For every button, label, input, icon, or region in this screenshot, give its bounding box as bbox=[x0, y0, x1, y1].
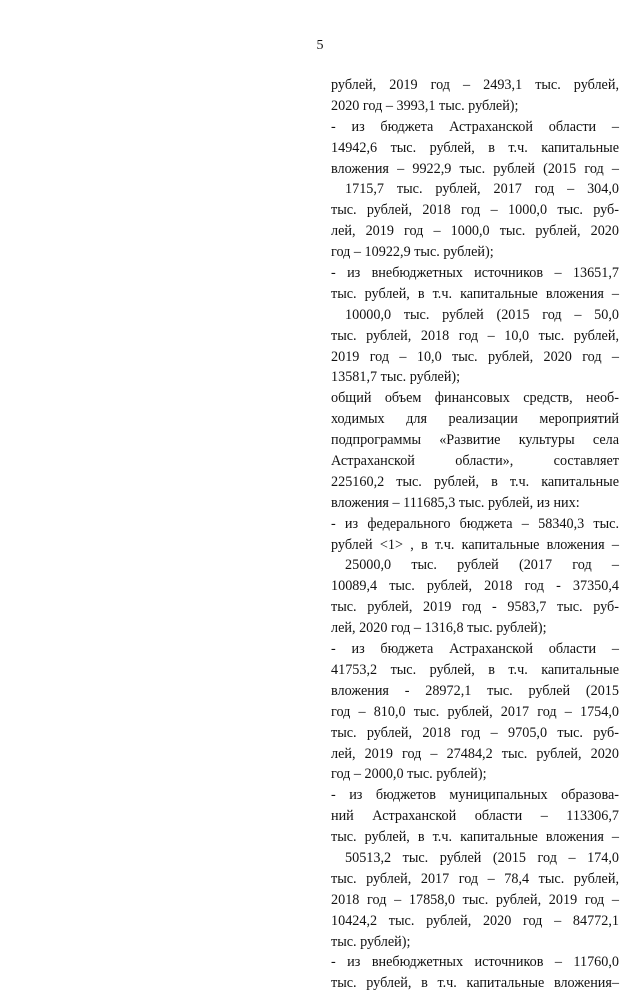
text-line: год – 810,0 тыс. рублей, 2017 год – 1754,0 bbox=[331, 703, 619, 720]
text-line: год – 10922,9 тыс. рублей); bbox=[331, 244, 494, 261]
text-line: - из внебюджетных источников – 11760,0 bbox=[331, 954, 619, 971]
text-line: лей, 2019 год – 1000,0 тыс. рублей, 2020 bbox=[331, 223, 619, 240]
text-line: тыс. рублей, в т.ч. капитальные вложения– bbox=[331, 975, 619, 992]
text-line: тыс. рублей, в т.ч. капитальные вложения – bbox=[331, 285, 619, 302]
text-line: лей, 2020 год – 1316,8 тыс. рублей); bbox=[331, 620, 547, 637]
text-line: 10089,4 тыс. рублей, 2018 год - 37350,4 bbox=[331, 578, 619, 595]
text-line: 14942,6 тыс. рублей, в т.ч. капитальные bbox=[331, 139, 619, 156]
document-body bbox=[331, 75, 619, 994]
text-line: тыс. рублей, 2018 год – 10,0 тыс. рублей, bbox=[331, 327, 619, 344]
text-line: тыс. рублей, 2018 год – 9705,0 тыс. руб- bbox=[331, 724, 619, 741]
text-line: лей, 2019 год – 27484,2 тыс. рублей, 2020 bbox=[331, 745, 619, 762]
text-line: 10000,0 тыс. рублей (2015 год – 50,0 bbox=[345, 306, 619, 323]
text-line: 2020 год – 3993,1 тыс. рублей); bbox=[331, 97, 519, 114]
text-line: - из внебюджетных источников – 13651,7 bbox=[331, 265, 619, 282]
page-number: 5 bbox=[316, 38, 324, 53]
text-line: Астраханской области», составляет bbox=[331, 453, 619, 470]
text-line: рублей <1> , в т.ч. капитальные вложения – bbox=[331, 536, 619, 553]
text-line: общий объем финансовых средств, необ- bbox=[331, 390, 619, 407]
text-line: тыс. рублей, 2019 год - 9583,7 тыс. руб- bbox=[331, 599, 619, 616]
text-line: тыс. рублей, в т.ч. капитальные вложения – bbox=[331, 829, 619, 846]
text-line: 13581,7 тыс. рублей); bbox=[331, 369, 461, 386]
text-line: 25000,0 тыс. рублей (2017 год – bbox=[345, 557, 619, 574]
text-line: рублей, 2019 год – 2493,1 тыс. рублей, bbox=[331, 77, 619, 93]
text-line: ходимых для реализации мероприятий bbox=[331, 411, 619, 428]
text-line: год – 2000,0 тыс. рублей); bbox=[331, 766, 487, 783]
text-line: - из федерального бюджета – 58340,3 тыс. bbox=[331, 515, 619, 532]
text-line: - из бюджета Астраханской области – bbox=[331, 641, 619, 658]
text-line: ний Астраханской области – 113306,7 bbox=[331, 808, 619, 825]
text-line: подпрограммы «Развитие культуры села bbox=[331, 432, 619, 449]
text-line: вложения – 9922,9 тыс. рублей (2015 год – bbox=[331, 160, 619, 177]
text-line: 225160,2 тыс. рублей, в т.ч. капитальные bbox=[331, 473, 619, 490]
text-line: вложения - 28972,1 тыс. рублей (2015 bbox=[331, 682, 619, 699]
text-line: тыс. рублей); bbox=[331, 933, 411, 950]
text-line: - из бюджета Астраханской области – bbox=[331, 118, 619, 135]
text-line: 2019 год – 10,0 тыс. рублей, 2020 год – bbox=[331, 348, 619, 365]
text-line: тыс. рублей, 2017 год – 78,4 тыс. рублей, bbox=[331, 870, 619, 887]
text-line: 50513,2 тыс. рублей (2015 год – 174,0 bbox=[345, 849, 619, 866]
text-line: 1715,7 тыс. рублей, 2017 год – 304,0 bbox=[345, 181, 619, 198]
text-line: вложения – 111685,3 тыс. рублей, из них: bbox=[331, 494, 580, 511]
text-line: 41753,2 тыс. рублей, в т.ч. капитальные bbox=[331, 661, 619, 678]
text-line: 2018 год – 17858,0 тыс. рублей, 2019 год – bbox=[331, 891, 619, 908]
text-line: 10424,2 тыс. рублей, 2020 год – 84772,1 bbox=[331, 912, 619, 929]
text-line: тыс. рублей, 2018 год – 1000,0 тыс. руб- bbox=[331, 202, 619, 219]
text-line: - из бюджетов муниципальных образова- bbox=[331, 787, 619, 804]
